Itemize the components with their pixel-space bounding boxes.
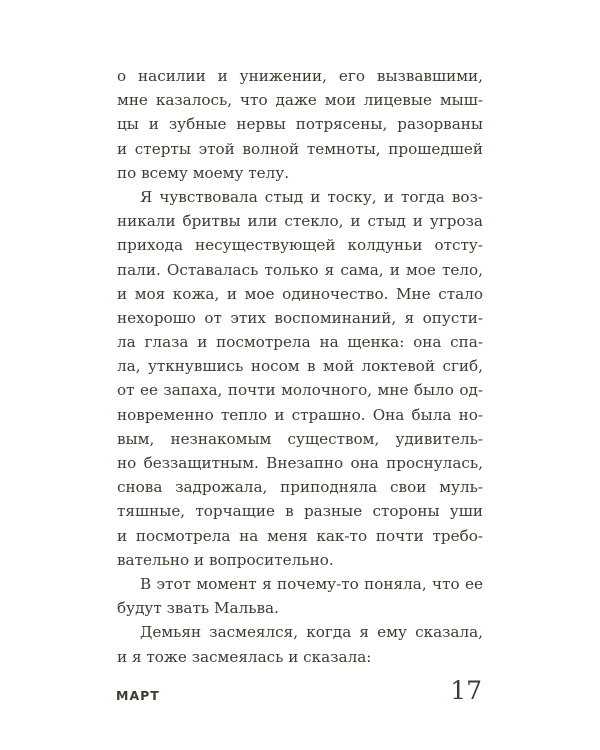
text-line: ла глаза и посмотрела на щенка: она спа-	[117, 333, 483, 352]
page-number: 17	[450, 676, 482, 705]
text-line: но беззащитным. Внезапно она проснулась,	[117, 454, 483, 472]
text-line: мне казалось, что даже мои лицевые мыш-	[117, 91, 483, 110]
text-line: цы и зубные нервы потрясены, разорваны	[117, 115, 483, 134]
text-line: и посмотрела на меня как-то почти требо-	[117, 526, 483, 545]
text-line: вательно и вопросительно.	[117, 550, 334, 569]
text-line: вым, незнакомым существом, удивитель-	[117, 429, 483, 448]
text-line: по всему моему телу.	[117, 163, 290, 182]
text-line: снова задрожала, приподняла свои муль-	[117, 478, 483, 497]
text-line: будут звать Мальва.	[117, 599, 279, 618]
text-line: В этот момент я почему-то поняла, что ее	[140, 574, 483, 593]
text-line: прихода несуществующей колдуньи отсту-	[117, 236, 483, 255]
text-line: о насилии и унижении, его вызвавшими,	[117, 67, 483, 85]
text-line: тяшные, торчащие в разные стороны уши	[117, 502, 483, 521]
body-text	[117, 64, 483, 669]
text-line: и моя кожа, и мое одиночество. Мне стало	[117, 284, 483, 303]
text-line: и стерты этой волной темноты, прошедшей	[117, 139, 483, 158]
text-line: и я тоже засмеялась и сказала:	[117, 647, 372, 666]
text-line: Демьян засмеялся, когда я ему сказала,	[140, 623, 483, 642]
text-line: ла, уткнувшись носом в мой локтевой сгиб,	[117, 357, 483, 376]
text-line: Я чувствовала стыд и тоску, и тогда воз-	[140, 187, 483, 206]
text-line: нехорошо от этих воспоминаний, я опусти-	[117, 308, 483, 327]
text-line: новременно тепло и страшно. Она была но-	[117, 405, 483, 424]
text-line: от ее запаха, почти молочного, мне было од-	[117, 381, 483, 400]
text-line: пали. Оставалась только я сама, и мое тело,	[117, 260, 483, 279]
running-footer-section: МАРТ	[116, 688, 160, 703]
text-line: никали бритвы или стекло, и стыд и угроза	[117, 212, 483, 231]
